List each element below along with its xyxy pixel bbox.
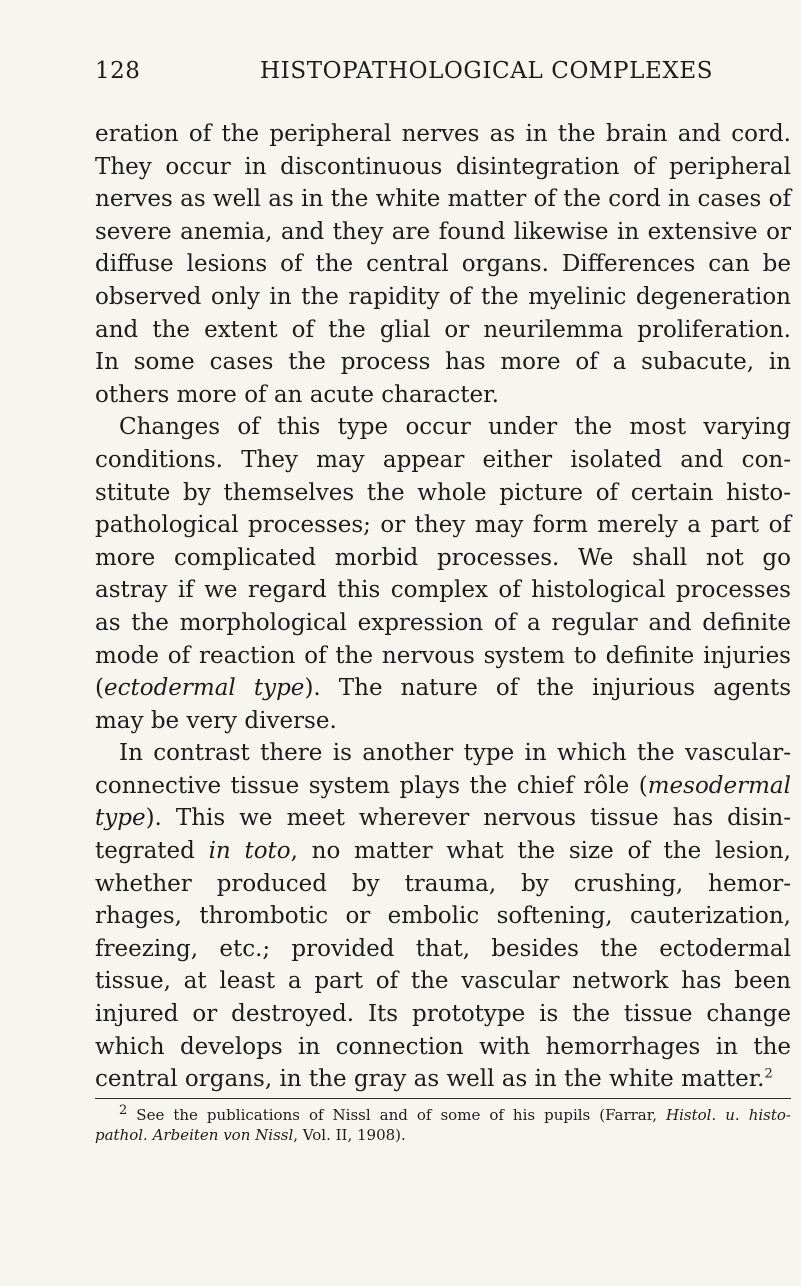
text-line: connective tissue system plays the chief rôle (mesodermal bbox=[95, 772, 791, 799]
text-line: astray if we regard this complex of histological processes bbox=[95, 577, 791, 604]
text-line: others more of an acute character. bbox=[95, 381, 499, 408]
text-line: central organs, in the gray as well as in the white matter. bbox=[95, 1066, 765, 1093]
text-line: which develops in connection with hemorrhages in the bbox=[95, 1033, 791, 1060]
text-line: whether produced by trauma, by crushing, hemor- bbox=[95, 870, 791, 897]
text-line: rhages, thrombotic or embolic softening, cauterization, bbox=[95, 903, 791, 930]
text-line: nerves as well as in the white matter of the cord in cases of bbox=[95, 186, 791, 213]
body-text bbox=[95, 118, 791, 1096]
text-line: (ectodermal type). The nature of the injurious agents bbox=[95, 675, 792, 702]
text-line: In some cases the process has more of a subacute, in bbox=[95, 349, 791, 376]
book-page bbox=[95, 58, 791, 1145]
text-line: mode of reaction of the nervous system to definite injuries bbox=[95, 642, 791, 669]
footnote-line: pathol. Arbeiten von Nissl, Vol. II, 1908). bbox=[95, 1125, 406, 1144]
footnote-line bbox=[95, 1102, 791, 1125]
footnote-divider bbox=[95, 1098, 791, 1099]
text-line: injured or destroyed. Its prototype is the tissue change bbox=[95, 1001, 791, 1028]
page-number: 128 bbox=[95, 58, 141, 84]
paragraph-2 bbox=[95, 411, 791, 737]
footnote-number: 2 bbox=[119, 1102, 128, 1118]
text-line: stitute by themselves the whole picture of certain histo- bbox=[95, 479, 791, 506]
text-line: and the extent of the glial or neurilemma proliferation. bbox=[95, 316, 791, 343]
paragraph-1 bbox=[95, 118, 791, 411]
text-line: severe anemia, and they are found likewise in extensive or bbox=[95, 218, 791, 245]
text-line: conditions. They may appear either isolated and con- bbox=[95, 446, 791, 473]
running-head: HISTOPATHOLOGICAL COMPLEXES bbox=[260, 58, 714, 84]
text-line: may be very diverse. bbox=[95, 707, 337, 734]
footnote bbox=[95, 1102, 791, 1145]
text-line: diffuse lesions of the central organs. Differences can be bbox=[95, 251, 791, 278]
text-line: as the morphological expression of a regular and definite bbox=[95, 609, 791, 636]
text-line: Changes of this type occur under the most varying bbox=[119, 414, 791, 441]
text-line: They occur in discontinuous disintegration of peripheral bbox=[95, 153, 791, 180]
text-line: tissue, at least a part of the vascular network has been bbox=[95, 968, 791, 995]
text-line: observed only in the rapidity of the myelinic degeneration bbox=[95, 283, 791, 310]
text-line: In contrast there is another type in which the vascular- bbox=[119, 740, 791, 767]
text-line-with-footnote-ref bbox=[95, 1063, 791, 1096]
page-header bbox=[95, 58, 791, 92]
text-line: eration of the peripheral nerves as in the brain and cord. bbox=[95, 121, 791, 147]
text-line: tegrated in toto, no matter what the size of the lesion, bbox=[95, 838, 791, 865]
text-line: pathological processes; or they may form merely a part of bbox=[95, 512, 791, 539]
footnote-reference: 2 bbox=[764, 1066, 773, 1082]
footnote-text: See the publications of Nissl and of some of his pupils (Farrar, Histol. u. histo- bbox=[136, 1105, 791, 1124]
text-line: type). This we meet wherever nervous tissue has disin- bbox=[95, 805, 791, 832]
text-line: more complicated morbid processes. We shall not go bbox=[95, 544, 791, 571]
paragraph-3 bbox=[95, 737, 791, 1096]
text-line: freezing, etc.; provided that, besides the ectodermal bbox=[95, 935, 791, 962]
